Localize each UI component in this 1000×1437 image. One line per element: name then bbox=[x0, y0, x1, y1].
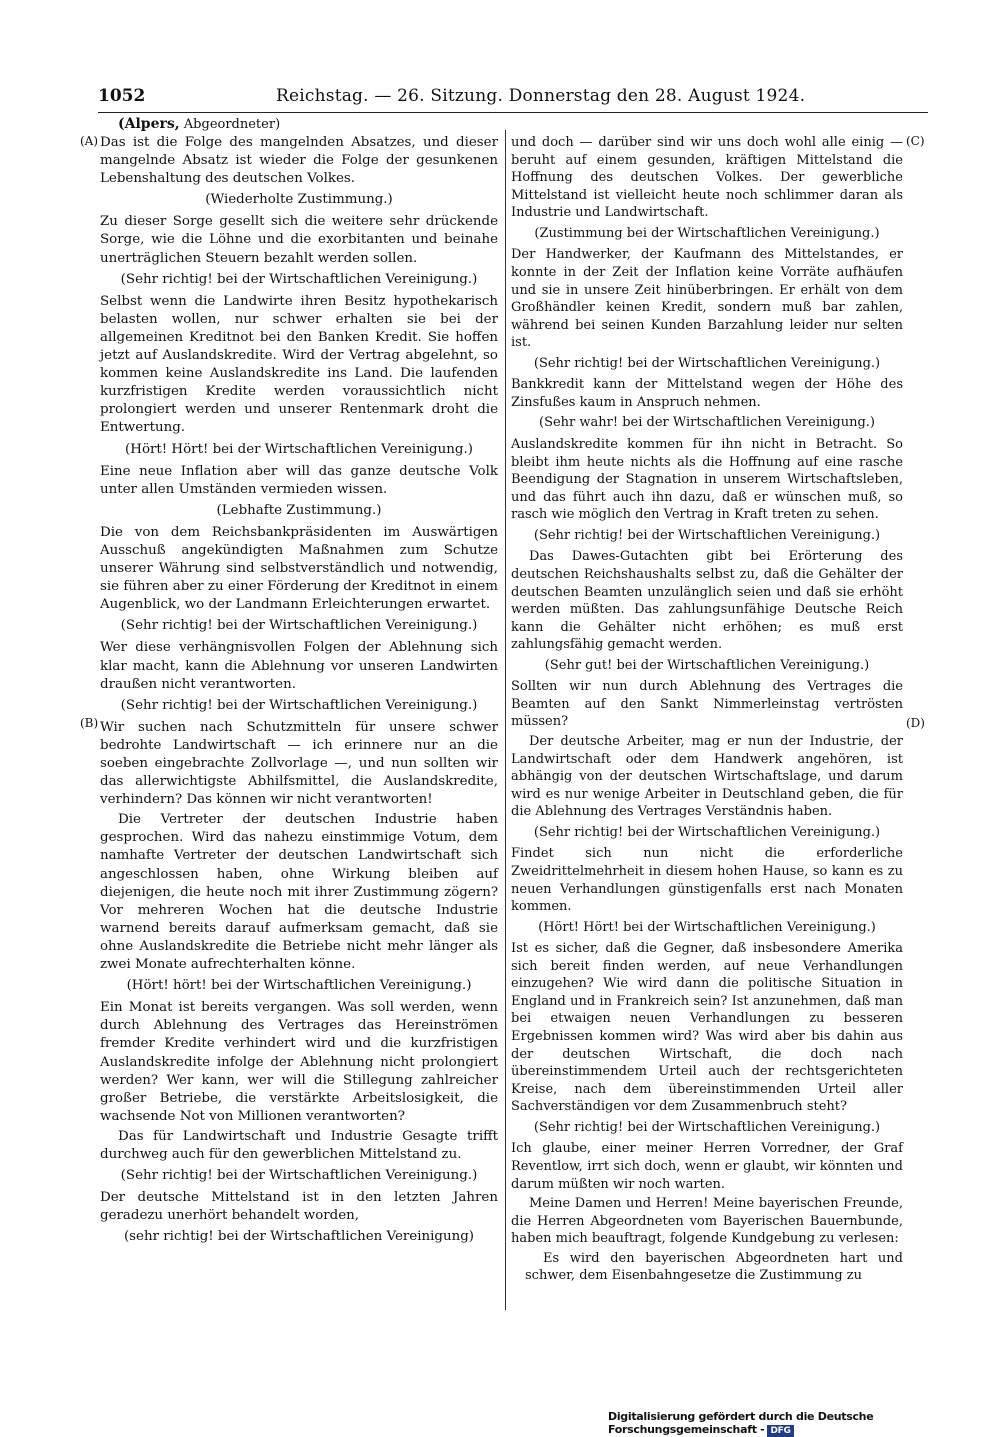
quoted-declaration: Es wird den bayerischen Abgeordneten hart und schwer, dem Eisenbahngesetze die Zustimmung zu bbox=[525, 1250, 903, 1284]
paragraph: und doch — darüber sind wir uns doch wohl alle einig — beruht auf einem gesunden, kräftigen Mittelstand die Hoffnung des deutschen Volkes. Der gewerbliche Mittelstand ist vielleicht heute noch schlimmer daran als Industrie und Landwirtschaft. bbox=[511, 135, 903, 221]
interjection: (Sehr richtig! bei der Wirtschaftlichen Vereinigung.) bbox=[533, 824, 881, 840]
paragraph: Zu dieser Sorge gesellt sich die weitere sehr drückende Sorge, wie die Löhne und die exorbitanten und beinahe unerträglichen Steuern bezahlt werden sollen. bbox=[100, 214, 498, 266]
interjection: (Sehr richtig! bei der Wirtschaftlichen Vereinigung.) bbox=[120, 1168, 478, 1184]
right-column bbox=[511, 134, 903, 1287]
paragraph: Das für Landwirtschaft und Industrie Gesagte trifft durchweg auch für den gewerblichen Mittelstand zu. bbox=[100, 1128, 498, 1162]
footer-credit bbox=[608, 1410, 1000, 1437]
paragraph: Die Vertreter der deutschen Industrie haben gesprochen. Wird das nahezu einstimmige Votum, dem namhafte Vertreter der deutschen Landwirtschaft sich angeschlossen haben, ohne Wirkung bleiben auf diejenigen, die heute noch mit ihrer Zustimmung zögern? Vor mehreren Wochen hat die deutsche Industrie warnend bereits darauf aufmerksam gemacht, daß sie ohne Auslandskredite die Betriebe nicht mehr länger als zwei Monate aufrechterhalten könne. bbox=[100, 812, 498, 973]
paragraph: Eine neue Inflation aber will das ganze deutsche Volk unter allen Umständen vermieden wissen. bbox=[100, 463, 498, 497]
paragraph: Bankkredit kann der Mittelstand wegen der Höhe des Zinsfußes kaum in Anspruch nehmen. bbox=[511, 377, 903, 410]
paragraph: Ein Monat ist bereits vergangen. Was soll werden, wenn durch Ablehnung des Vertrages das Hereinströmen fremder Kredite verhindert wird und die kurzfristigen Auslandskredite infolge der Ablehnung nicht prolongiert werden? Wer kann, wer will die Stillegung zahlreicher großer Betriebe, die verstärkte Arbeitslosigkeit, die wachsende Not von Millionen verantworten? bbox=[100, 1000, 498, 1124]
interjection: (Sehr richtig! bei der Wirtschaftlichen Vereinigung.) bbox=[120, 618, 478, 634]
column-divider bbox=[505, 130, 506, 1310]
paragraph: Meine Damen und Herren! Meine bayerischen Freunde, die Herren Abgeordneten vom Bayerischen Bauernbunde, haben mich beauftragt, folgende Kundgebung zu verlesen: bbox=[511, 1196, 903, 1247]
paragraph: Selbst wenn die Landwirte ihren Besitz hypothekarisch belasten wollen, nur schwer erhalten sie bei der allgemeinen Kreditnot bei den Banken Kredit. Sie hoffen jetzt auf Auslandskredite. Wird der Vertrag abgelehnt, so kommen keine Auslandskredite ins Land. Die laufenden kurzfristigen Kredite werden voraussichtlich nicht prolongiert werden und unserer Rentenmark droht die Entwertung. bbox=[100, 293, 498, 436]
paragraph: Findet sich nun nicht die erforderliche Zweidrittelmehrheit in diesem hohen Hause, so kann es zu neuen Verhandlungen günstigenfalls erst nach Monaten kommen. bbox=[511, 846, 903, 915]
margin-marker-c: (C) bbox=[906, 134, 925, 148]
page-number: 1052 bbox=[98, 86, 146, 106]
margin-marker-a: (A) bbox=[80, 134, 99, 148]
interjection: (Sehr richtig! bei der Wirtschaftlichen Vereinigung.) bbox=[533, 1119, 881, 1135]
paragraph: Die von dem Reichsbankpräsidenten im Auswärtigen Ausschuß angekündigten Maßnahmen zum Schutze unserer Währung sind selbstverständlich und notwendig, sie führen aber zu einer Förderung der Kreditnot in einem Augenblick, wo der Landmann Erleichterungen erwartet. bbox=[100, 524, 498, 613]
margin-marker-d: (D) bbox=[906, 716, 925, 730]
interjection: (Sehr richtig! bei der Wirtschaftlichen Vereinigung.) bbox=[533, 355, 881, 371]
speaker-name: (Alpers, bbox=[118, 116, 180, 132]
running-title: Reichstag. — 26. Sitzung. Donnerstag den 28. August 1924. bbox=[276, 86, 806, 106]
left-column bbox=[100, 134, 498, 1250]
interjection: (sehr richtig! bei der Wirtschaftlichen Vereinigung) bbox=[123, 1229, 475, 1245]
interjection: (Sehr richtig! bei der Wirtschaftlichen Vereinigung.) bbox=[533, 527, 881, 543]
paragraph: Der deutsche Arbeiter, mag er nun der Industrie, der Landwirtschaft oder dem Handwerk angehören, ist abhängig von der deutschen Wirtschaftslage, und darum wird es nur wenige Arbeiter in Deutschland geben, die für die Ablehnung des Vertrages Verständnis haben. bbox=[511, 734, 903, 820]
interjection: (Hört! Hört! bei der Wirtschaftlichen Vereinigung.) bbox=[538, 919, 876, 935]
margin-marker-b: (B) bbox=[80, 716, 99, 730]
paragraph: Der Handwerker, der Kaufmann des Mittelstandes, er konnte in der Zeit der Inflation keine Vorräte aufhäufen und sie in unsere Zeit hinüberbringen. Er erhält von dem Großhändler keinen Kredit, sondern muß bar zahlen, während bei seinen Kunden Barzahlung leider nur selten ist. bbox=[511, 247, 903, 351]
paragraph: Wer diese verhängnisvollen Folgen der Ablehnung sich klar macht, kann die Ablehnung vor unseren Landwirten draußen nicht verantworten. bbox=[100, 640, 498, 692]
interjection: (Hört! hört! bei der Wirtschaftlichen Vereinigung.) bbox=[126, 978, 472, 994]
interjection: (Sehr wahr! bei der Wirtschaftlichen Vereinigung.) bbox=[539, 415, 875, 431]
speaker-label bbox=[118, 116, 280, 132]
paragraph: Wir suchen nach Schutzmitteln für unsere schwer bedrohte Landwirtschaft — ich erinnere nur an die soeben eingebrachte Zollvorlage —, und nun sollten wir das allerwichtigste Abhilfsmittel, die Auslandskredite, verhindern? Das können wir nicht verantworten! bbox=[100, 719, 498, 808]
interjection: (Zustimmung bei der Wirtschaftlichen Vereinigung.) bbox=[534, 225, 880, 241]
interjection: (Sehr richtig! bei der Wirtschaftlichen Vereinigung.) bbox=[120, 271, 478, 287]
page-header bbox=[98, 86, 928, 108]
interjection: (Sehr gut! bei der Wirtschaftlichen Vereinigung.) bbox=[544, 657, 870, 673]
speaker-role: Abgeordneter) bbox=[183, 117, 281, 132]
interjection: (Sehr richtig! bei der Wirtschaftlichen Vereinigung.) bbox=[120, 697, 478, 713]
interjection: (Hört! Hört! bei der Wirtschaftlichen Vereinigung.) bbox=[125, 441, 473, 457]
paragraph: Das ist die Folge des mangelnden Absatzes, und dieser mangelnde Absatz ist wieder die Folge der gesunkenen Lebenshaltung des deutschen Volkes. bbox=[100, 135, 498, 187]
header-rule bbox=[98, 112, 928, 113]
footer-text: Digitalisierung gefördert durch die Deutsche Forschungsgemeinschaft - bbox=[608, 1410, 874, 1436]
dfg-logo: DFG bbox=[767, 1425, 793, 1437]
paragraph: Das Dawes-Gutachten gibt bei Erörterung des deutschen Reichshaushalts selbst zu, daß die Gehälter der deutschen Beamten unzulänglich seien und daß sie erhöht werden müßten. Das zahlungsunfähige Deutsche Reich kann die Gehälter nicht erhöhen; es muß erst zahlungsfähig gemacht werden. bbox=[511, 549, 903, 653]
paragraph: Auslandskredite kommen für ihn nicht in Betracht. So bleibt ihm heute nichts als die Hoffnung auf eine rasche Beendigung der Stagnation in unserem Wirtschaftsleben, und das führt auch ihn dazu, daß er wünschen muß, so rasch wie möglich den Vertrag in Kraft treten zu sehen. bbox=[511, 437, 903, 523]
paragraph: Der deutsche Mittelstand ist in den letzten Jahren geradezu unerhört behandelt worden, bbox=[100, 1190, 498, 1224]
interjection: (Wiederholte Zustimmung.) bbox=[205, 192, 393, 208]
interjection: (Lebhafte Zustimmung.) bbox=[216, 502, 382, 518]
paragraph: Sollten wir nun durch Ablehnung des Vertrages die Beamten auf den Sankt Nimmerleinstag vertrösten müssen? bbox=[511, 679, 903, 730]
paragraph: Ist es sicher, daß die Gegner, daß insbesondere Amerika sich bereit finden werden, auf neue Verhandlungen einzugehen? Wie wird dann die politische Situation in England und in Frankreich sein? Ist anzunehmen, daß man bei etwaigen neuen Verhandlungen zu besseren Ergebnissen kommen wird? Was wird aber bis dahin aus der deutschen Wirtschaft, die doch nach übereinstimmendem Urteil auch der rechtsgerichteten Kreise, nach dem übereinstimmenden Urteil aller Sachverständigen vor dem Zusammenbruch steht? bbox=[511, 941, 903, 1115]
paragraph: Ich glaube, einer meiner Herren Vorredner, der Graf Reventlow, irrt sich doch, wenn er glaubt, wir könnten und darum müßten wir noch warten. bbox=[511, 1141, 903, 1192]
